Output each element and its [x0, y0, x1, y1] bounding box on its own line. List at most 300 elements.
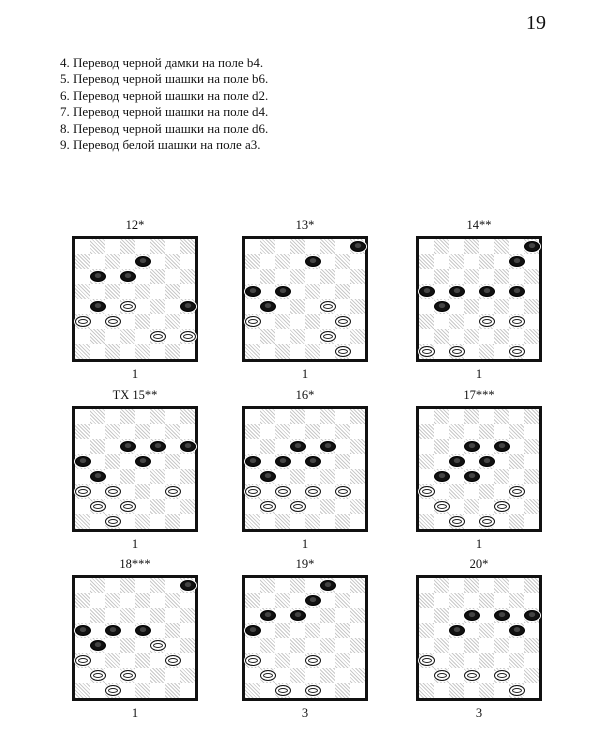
light-square	[90, 254, 105, 269]
light-square	[509, 409, 524, 424]
light-square	[290, 623, 305, 638]
light-square	[434, 623, 449, 638]
light-square	[479, 668, 494, 683]
light-square	[320, 653, 335, 668]
black-checker	[290, 441, 306, 452]
white-checker	[509, 346, 525, 357]
light-square	[320, 424, 335, 439]
white-checker	[105, 486, 121, 497]
white-checker	[509, 685, 525, 696]
light-square	[180, 593, 195, 608]
light-square	[165, 578, 180, 593]
light-square	[275, 409, 290, 424]
light-square	[90, 424, 105, 439]
light-square	[335, 239, 350, 254]
white-checker	[335, 486, 351, 497]
light-square	[150, 484, 165, 499]
light-square	[90, 593, 105, 608]
black-checker	[494, 441, 510, 452]
light-square	[90, 514, 105, 529]
black-checker	[305, 256, 321, 267]
light-square	[524, 254, 539, 269]
light-square	[120, 653, 135, 668]
light-square	[479, 439, 494, 454]
black-checker	[275, 456, 291, 467]
light-square	[434, 653, 449, 668]
black-checker	[105, 625, 121, 636]
light-square	[150, 653, 165, 668]
light-square	[75, 329, 90, 344]
light-square	[320, 254, 335, 269]
light-square	[479, 299, 494, 314]
light-square	[275, 329, 290, 344]
light-square	[150, 623, 165, 638]
light-square	[509, 668, 524, 683]
white-checker	[290, 501, 306, 512]
light-square	[320, 593, 335, 608]
white-checker	[105, 316, 121, 327]
light-square	[320, 683, 335, 698]
light-square	[449, 269, 464, 284]
light-square	[165, 409, 180, 424]
light-square	[305, 329, 320, 344]
black-checker	[524, 241, 540, 252]
light-square	[180, 514, 195, 529]
checkers-board	[242, 575, 368, 701]
light-square	[290, 284, 305, 299]
black-checker	[434, 471, 450, 482]
light-square	[245, 578, 260, 593]
black-checker	[260, 471, 276, 482]
black-checker	[245, 286, 261, 297]
light-square	[350, 314, 365, 329]
light-square	[464, 484, 479, 499]
light-square	[434, 514, 449, 529]
light-square	[464, 254, 479, 269]
light-square	[135, 439, 150, 454]
light-square	[479, 269, 494, 284]
light-square	[419, 409, 434, 424]
black-checker	[135, 625, 151, 636]
light-square	[150, 424, 165, 439]
white-checker	[260, 670, 276, 681]
light-square	[275, 608, 290, 623]
light-square	[335, 469, 350, 484]
problem-caption: 1	[131, 537, 139, 551]
light-square	[165, 499, 180, 514]
problem-caption: 1	[475, 367, 483, 381]
light-square	[434, 344, 449, 359]
light-square	[434, 254, 449, 269]
light-square	[150, 314, 165, 329]
light-square	[260, 454, 275, 469]
light-square	[335, 578, 350, 593]
light-square	[150, 344, 165, 359]
problem-title: 18***	[119, 557, 151, 571]
light-square	[464, 514, 479, 529]
light-square	[494, 424, 509, 439]
light-square	[335, 269, 350, 284]
light-square	[120, 593, 135, 608]
black-checker	[305, 595, 321, 606]
light-square	[419, 439, 434, 454]
light-square	[105, 499, 120, 514]
white-checker	[320, 301, 336, 312]
white-checker	[165, 486, 181, 497]
light-square	[449, 578, 464, 593]
light-square	[245, 638, 260, 653]
light-square	[135, 299, 150, 314]
black-checker	[320, 580, 336, 591]
light-square	[335, 608, 350, 623]
light-square	[290, 424, 305, 439]
light-square	[150, 284, 165, 299]
light-square	[494, 284, 509, 299]
task-item: 7. Перевод черной шашки на поле d4.	[60, 104, 269, 120]
light-square	[509, 578, 524, 593]
light-square	[165, 439, 180, 454]
light-square	[320, 344, 335, 359]
light-square	[165, 299, 180, 314]
light-square	[105, 638, 120, 653]
checkers-board	[416, 575, 542, 701]
light-square	[180, 653, 195, 668]
light-square	[479, 239, 494, 254]
light-square	[105, 329, 120, 344]
light-square	[464, 683, 479, 698]
light-square	[180, 683, 195, 698]
light-square	[260, 284, 275, 299]
light-square	[335, 638, 350, 653]
light-square	[75, 469, 90, 484]
light-square	[524, 314, 539, 329]
light-square	[449, 638, 464, 653]
light-square	[90, 454, 105, 469]
light-square	[105, 299, 120, 314]
checkers-board	[72, 236, 198, 362]
task-item: 9. Перевод белой шашки на поле a3.	[60, 137, 261, 153]
light-square	[479, 329, 494, 344]
problem-title: ТХ 15**	[112, 388, 158, 402]
light-square	[105, 578, 120, 593]
black-checker	[350, 241, 366, 252]
light-square	[165, 608, 180, 623]
light-square	[479, 469, 494, 484]
light-square	[260, 623, 275, 638]
white-checker	[464, 670, 480, 681]
light-square	[479, 499, 494, 514]
light-square	[245, 668, 260, 683]
light-square	[105, 239, 120, 254]
white-checker	[494, 670, 510, 681]
light-square	[75, 299, 90, 314]
light-square	[150, 593, 165, 608]
light-square	[509, 469, 524, 484]
white-checker	[419, 486, 435, 497]
light-square	[135, 668, 150, 683]
light-square	[275, 499, 290, 514]
problem-title: 13*	[295, 218, 315, 232]
light-square	[464, 454, 479, 469]
light-square	[434, 593, 449, 608]
light-square	[180, 454, 195, 469]
white-checker	[419, 346, 435, 357]
light-square	[290, 344, 305, 359]
light-square	[494, 344, 509, 359]
light-square	[449, 409, 464, 424]
light-square	[120, 623, 135, 638]
light-square	[464, 653, 479, 668]
black-checker	[290, 610, 306, 621]
light-square	[464, 593, 479, 608]
light-square	[335, 439, 350, 454]
light-square	[509, 329, 524, 344]
light-square	[449, 239, 464, 254]
white-checker	[90, 670, 106, 681]
light-square	[90, 284, 105, 299]
problem-caption: 1	[475, 537, 483, 551]
white-checker	[150, 331, 166, 342]
light-square	[509, 299, 524, 314]
light-square	[165, 239, 180, 254]
black-checker	[90, 640, 106, 651]
white-checker	[75, 316, 91, 327]
white-checker	[335, 316, 351, 327]
light-square	[449, 608, 464, 623]
white-checker	[105, 516, 121, 527]
light-square	[509, 269, 524, 284]
light-square	[524, 623, 539, 638]
black-checker	[524, 610, 540, 621]
light-square	[419, 608, 434, 623]
light-square	[275, 269, 290, 284]
checkers-board	[72, 406, 198, 532]
white-checker	[449, 346, 465, 357]
light-square	[150, 683, 165, 698]
light-square	[290, 254, 305, 269]
light-square	[419, 578, 434, 593]
light-square	[75, 578, 90, 593]
light-square	[245, 469, 260, 484]
light-square	[524, 424, 539, 439]
light-square	[305, 299, 320, 314]
light-square	[135, 329, 150, 344]
light-square	[464, 344, 479, 359]
light-square	[305, 638, 320, 653]
light-square	[260, 254, 275, 269]
light-square	[479, 409, 494, 424]
light-square	[524, 284, 539, 299]
light-square	[479, 578, 494, 593]
problem-title: 17***	[463, 388, 495, 402]
black-checker	[419, 286, 435, 297]
white-checker	[275, 486, 291, 497]
light-square	[120, 314, 135, 329]
light-square	[464, 314, 479, 329]
light-square	[320, 314, 335, 329]
light-square	[290, 514, 305, 529]
light-square	[275, 299, 290, 314]
light-square	[449, 469, 464, 484]
light-square	[90, 314, 105, 329]
light-square	[524, 454, 539, 469]
problem-caption: 1	[131, 706, 139, 720]
light-square	[419, 269, 434, 284]
light-square	[105, 439, 120, 454]
problem-title: 20*	[469, 557, 489, 571]
white-checker	[434, 670, 450, 681]
light-square	[260, 593, 275, 608]
light-square	[350, 254, 365, 269]
light-square	[75, 668, 90, 683]
light-square	[135, 269, 150, 284]
light-square	[165, 638, 180, 653]
problem-caption: 3	[301, 706, 309, 720]
black-checker	[180, 301, 196, 312]
light-square	[180, 254, 195, 269]
light-square	[120, 254, 135, 269]
white-checker	[434, 501, 450, 512]
checkers-board	[72, 575, 198, 701]
white-checker	[305, 655, 321, 666]
black-checker	[90, 301, 106, 312]
light-square	[290, 314, 305, 329]
light-square	[494, 593, 509, 608]
light-square	[245, 329, 260, 344]
light-square	[449, 299, 464, 314]
light-square	[290, 593, 305, 608]
light-square	[419, 239, 434, 254]
light-square	[494, 254, 509, 269]
light-square	[305, 668, 320, 683]
light-square	[320, 284, 335, 299]
light-square	[434, 454, 449, 469]
light-square	[135, 608, 150, 623]
light-square	[524, 514, 539, 529]
light-square	[449, 499, 464, 514]
light-square	[90, 653, 105, 668]
checkers-board	[242, 406, 368, 532]
light-square	[105, 409, 120, 424]
light-square	[350, 623, 365, 638]
task-item: 6. Перевод черной шашки на поле d2.	[60, 87, 269, 103]
white-checker	[305, 486, 321, 497]
light-square	[90, 344, 105, 359]
light-square	[524, 344, 539, 359]
light-square	[335, 329, 350, 344]
light-square	[90, 623, 105, 638]
light-square	[419, 329, 434, 344]
light-square	[165, 469, 180, 484]
light-square	[494, 653, 509, 668]
white-checker	[120, 301, 136, 312]
black-checker	[120, 441, 136, 452]
light-square	[350, 484, 365, 499]
light-square	[120, 683, 135, 698]
problem-title: 12*	[125, 218, 145, 232]
light-square	[509, 499, 524, 514]
light-square	[350, 454, 365, 469]
white-checker	[509, 316, 525, 327]
light-square	[479, 608, 494, 623]
light-square	[290, 484, 305, 499]
light-square	[135, 469, 150, 484]
task-item: 8. Перевод черной шашки на поле d6.	[60, 120, 269, 136]
white-checker	[320, 331, 336, 342]
light-square	[150, 254, 165, 269]
light-square	[135, 499, 150, 514]
task-list	[60, 55, 268, 153]
black-checker	[90, 271, 106, 282]
black-checker	[434, 301, 450, 312]
black-checker	[150, 441, 166, 452]
checkers-board	[416, 236, 542, 362]
page-number: 19	[526, 12, 546, 34]
light-square	[245, 499, 260, 514]
light-square	[90, 484, 105, 499]
light-square	[90, 683, 105, 698]
light-square	[419, 469, 434, 484]
light-square	[494, 454, 509, 469]
light-square	[449, 439, 464, 454]
light-square	[464, 424, 479, 439]
white-checker	[120, 501, 136, 512]
light-square	[350, 344, 365, 359]
black-checker	[275, 286, 291, 297]
light-square	[120, 424, 135, 439]
black-checker	[509, 256, 525, 267]
black-checker	[75, 456, 91, 467]
problem-title: 19*	[295, 557, 315, 571]
light-square	[150, 514, 165, 529]
light-square	[434, 314, 449, 329]
light-square	[509, 439, 524, 454]
white-checker	[150, 640, 166, 651]
light-square	[135, 239, 150, 254]
light-square	[464, 623, 479, 638]
light-square	[120, 454, 135, 469]
light-square	[320, 623, 335, 638]
problem-caption: 1	[301, 537, 309, 551]
light-square	[350, 284, 365, 299]
black-checker	[180, 580, 196, 591]
light-square	[275, 439, 290, 454]
light-square	[434, 484, 449, 499]
light-square	[180, 623, 195, 638]
problem-caption: 3	[475, 706, 483, 720]
white-checker	[75, 655, 91, 666]
white-checker	[75, 486, 91, 497]
black-checker	[245, 456, 261, 467]
white-checker	[245, 655, 261, 666]
light-square	[305, 409, 320, 424]
light-square	[180, 344, 195, 359]
light-square	[135, 409, 150, 424]
black-checker	[305, 456, 321, 467]
light-square	[419, 299, 434, 314]
light-square	[434, 424, 449, 439]
light-square	[75, 499, 90, 514]
light-square	[350, 514, 365, 529]
black-checker	[180, 441, 196, 452]
white-checker	[180, 331, 196, 342]
black-checker	[464, 441, 480, 452]
light-square	[150, 454, 165, 469]
light-square	[494, 314, 509, 329]
light-square	[494, 514, 509, 529]
white-checker	[120, 670, 136, 681]
black-checker	[75, 625, 91, 636]
